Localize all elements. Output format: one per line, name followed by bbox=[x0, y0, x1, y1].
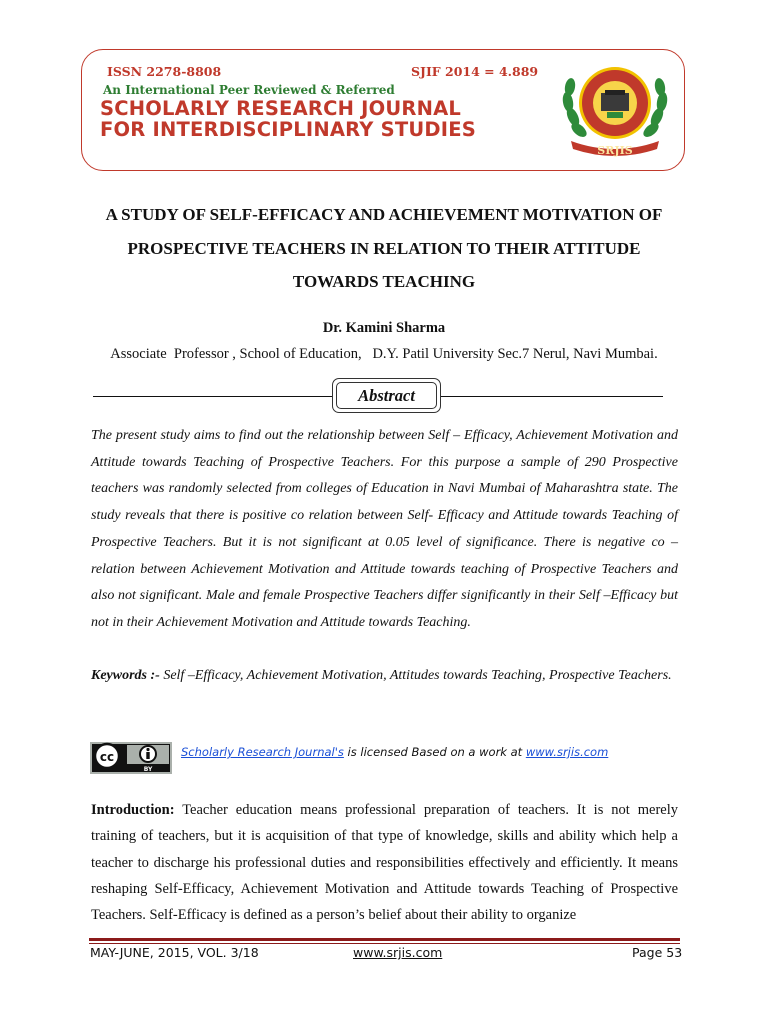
journal-name-line2: FOR INTERDISCIPLINARY STUDIES bbox=[100, 118, 476, 141]
footer-page-number: Page 53 bbox=[632, 945, 683, 960]
title-line-3: TOWARDS TEACHING bbox=[292, 272, 476, 291]
title-line-2: PROSPECTIVE TEACHERS IN RELATION TO THEIR ATTITUDE bbox=[127, 238, 641, 258]
abstract-heading: Abstract bbox=[336, 382, 437, 409]
cc-by-label: BY bbox=[143, 766, 153, 773]
website-link[interactable]: www.srjis.com bbox=[525, 745, 609, 759]
introduction-label: Introduction: bbox=[91, 802, 175, 818]
journal-logo-seal bbox=[553, 57, 677, 161]
author-affiliation: Associate Professor , School of Education, D.Y. Patil University Sec.7 Nerul, Navi Mumbai. bbox=[110, 346, 658, 362]
issn-number: ISSN 2278-8808 bbox=[107, 64, 222, 79]
keywords-list: Self –Efficacy, Achievement Motivation, Attitudes towards Teaching, Prospective Teachers. bbox=[159, 668, 672, 683]
license-middle-text: is licensed Based on a work at bbox=[343, 745, 526, 759]
title-line-1: A STUDY OF SELF-EFFICACY AND ACHIEVEMENT MOTIVATION OF bbox=[105, 205, 663, 224]
footer-website-link[interactable]: www.srjis.com bbox=[353, 945, 443, 960]
logo-acronym: SRJIS bbox=[597, 144, 633, 157]
footer-rule-thick bbox=[89, 938, 680, 941]
footer-rule-thin bbox=[89, 943, 680, 944]
svg-text:cc: cc bbox=[99, 750, 115, 764]
introduction-paragraph bbox=[91, 797, 678, 928]
keywords-paragraph bbox=[91, 663, 678, 690]
footer-issue: MAY-JUNE, 2015, VOL. 3/18 bbox=[90, 945, 259, 960]
abstract-text: The present study aims to find out the relationship between Self – Efficacy, Achievement Motivation and Attitude towards Teaching of Prospective Teachers. For this purpose a sample of 290 Prospective teachers was randomly selected from colleges of Education in Navi Mumbai of Maharashtra state. The study reveals that there is positive co relation between Self- Efficacy and Attitude towards Teaching of Prospective Teachers. But it is not significant at 0.05 level of significance. There is negative co – relation between Achievement Motivation and Attitude towards teaching of Prospective Teachers and also not significant. Male and female Prospective Teachers differ significantly in their Self –Efficacy but not in their Achievement Motivation and Attitude towards Teaching. bbox=[91, 428, 678, 630]
article-title bbox=[60, 198, 708, 299]
introduction-text: Teacher education means professional preparation of teachers. It is not merely training of teachers, but it is acquisition of that type of knowledge, skills and ability which help a teacher to discharge his professional duties and responsibilities effectively and efficiently. It means reshaping Self-Efficacy, Achievement Motivation and Attitude towards Teaching of Prospective Teachers. Self-Efficacy is defined as a person’s belief about their ability to organize bbox=[91, 802, 678, 924]
author-name: Dr. Kamini Sharma bbox=[322, 320, 446, 336]
journal-license-link[interactable]: Scholarly Research Journal's bbox=[181, 745, 344, 759]
peer-review-line: An International Peer Reviewed & Referred bbox=[103, 83, 395, 97]
creative-commons-by-badge bbox=[90, 742, 172, 774]
journal-name-line1: SCHOLARLY RESEARCH JOURNAL bbox=[100, 97, 462, 120]
license-statement bbox=[181, 745, 608, 759]
abstract-rule-left bbox=[93, 396, 332, 397]
sjif-impact-factor: SJIF 2014 = 4.889 bbox=[411, 64, 539, 79]
keywords-label: Keywords :- bbox=[91, 668, 160, 683]
journal-name bbox=[100, 98, 476, 140]
abstract-rule-right bbox=[441, 396, 663, 397]
